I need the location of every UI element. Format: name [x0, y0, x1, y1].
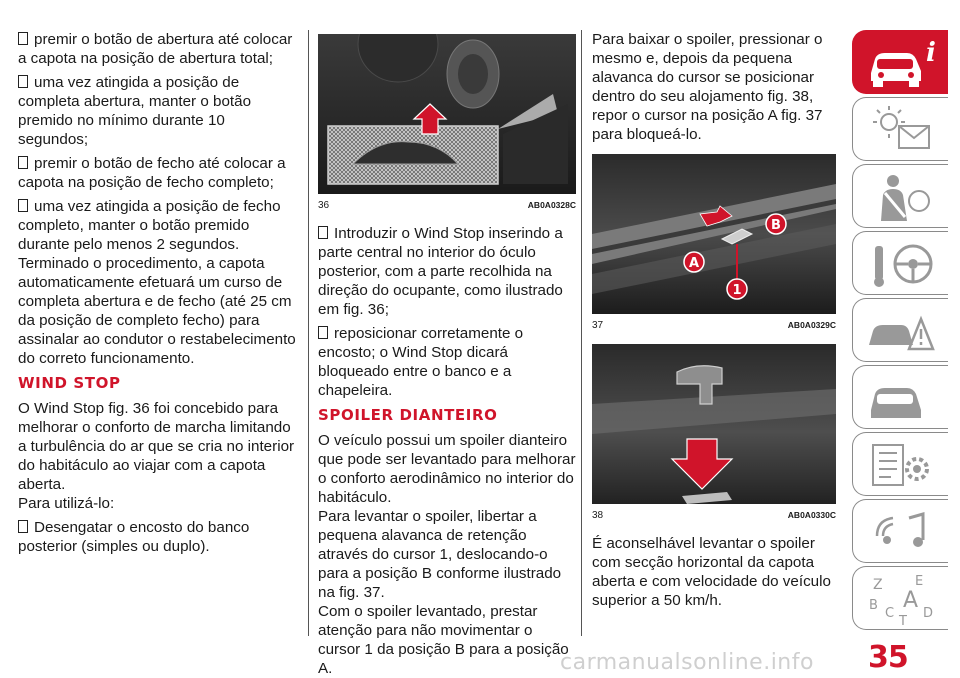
- specs-gear-icon: [863, 439, 943, 491]
- paragraph-spoiler-caution: Com o spoiler levantado, prestar atenção para não movimentar o cursor 1 da posição B para a posição A.: [318, 603, 569, 677]
- index-letter: E: [915, 574, 924, 589]
- figure-36-caption: [318, 196, 576, 215]
- tab-warning-lights[interactable]: [852, 97, 948, 161]
- wind-stop-illustration: [318, 34, 576, 194]
- figure-37-spoiler-slider: [592, 154, 836, 314]
- svg-text:i: i: [926, 38, 936, 68]
- figure-36-code: AB0A0328C: [527, 200, 576, 210]
- figure-37-number: 37: [592, 320, 604, 331]
- bullet-open-button: premir o botão de abertura até colocar a capota na posição de abertura total;: [18, 30, 298, 68]
- index-letter: C: [885, 606, 895, 621]
- label-a: A: [688, 256, 700, 271]
- tab-safety[interactable]: [852, 164, 948, 228]
- label-b: B: [771, 218, 781, 233]
- bullet-hold-close: uma vez atingida a posição de fecho completo, manter o botão premido durante pelo menos 2 segundos.: [18, 197, 298, 254]
- car-info-icon: [863, 37, 943, 89]
- figure-36-wind-stop: [318, 34, 576, 194]
- bullet-insert-wind-stop: Introduzir o Wind Stop inserindo a parte central no interior do óculo posterior, com a parte recolhida na direção do ocupante, como ilustrado em fig. 36;: [318, 224, 576, 319]
- figure-37-code: AB0A0329C: [787, 320, 836, 330]
- page-number: 35: [868, 640, 908, 675]
- seatbelt-airbag-icon: [863, 171, 943, 223]
- index-letter: A: [903, 588, 919, 613]
- column-right: [592, 30, 842, 615]
- column-divider: [581, 30, 582, 636]
- spoiler-slider-illustration: [592, 154, 836, 314]
- spoiler-lever-illustration: [592, 344, 836, 504]
- tab-emergency[interactable]: [852, 298, 948, 362]
- bullet-hold-open: uma vez atingida a posição de completa abertura, manter o botão premido no mínimo durante 10 segundos;: [18, 73, 298, 149]
- figure-38-caption: [592, 506, 836, 525]
- heading-spoiler: SPOILER DIANTEIRO: [318, 406, 498, 424]
- paragraph-to-use: Para utilizá-lo:: [18, 495, 115, 512]
- multimedia-icon: [863, 506, 943, 558]
- index-letters-icon: [863, 571, 943, 627]
- figure-37-caption: [592, 316, 836, 335]
- paragraph-lower-spoiler: Para baixar o spoiler, pressionar o mesmo e, depois da pequena alavanca do cursor se posicionar dentro do seu alojamento fig. 38, repor o cursor na posição A fig. 37 para bloqueá-lo.: [592, 31, 823, 143]
- index-letter: Z: [873, 577, 883, 593]
- index-letter: T: [899, 614, 907, 627]
- tab-technical-data[interactable]: [852, 432, 948, 496]
- tab-starting-driving[interactable]: [852, 231, 948, 295]
- watermark: carmanualsonline.info: [560, 650, 814, 675]
- figure-38-spoiler-lever: [592, 344, 836, 504]
- figure-36-number: 36: [318, 200, 330, 211]
- bullet-close-button: premir o botão de fecho até colocar a capota na posição de fecho completo;: [18, 154, 298, 192]
- tab-multimedia[interactable]: [852, 499, 948, 563]
- figure-38-code: AB0A0330C: [787, 510, 836, 520]
- bullet-release-seatback: Desengatar o encosto do banco posterior (simples ou duplo).: [18, 518, 298, 556]
- car-crash-icon: [863, 305, 943, 357]
- key-steering-wheel-icon: [863, 238, 943, 290]
- column-divider: [308, 30, 309, 636]
- car-service-icon: [863, 372, 943, 424]
- tab-maintenance[interactable]: [852, 365, 948, 429]
- chapter-sidebar: [852, 30, 948, 633]
- paragraph-wind-stop-intro: O Wind Stop fig. 36 foi concebido para melhorar o conforto de marcha limitando a turbulência do ar que se cria no interior do habitáculo ao viajar com a capota aberta.: [18, 400, 295, 493]
- index-letter: B: [869, 598, 878, 613]
- index-letter: D: [923, 606, 934, 621]
- heading-wind-stop: WIND STOP: [18, 374, 121, 392]
- tab-car-info[interactable]: [852, 30, 948, 94]
- column-left: [18, 30, 298, 561]
- figure-38-number: 38: [592, 510, 604, 521]
- paragraph-procedure-end: Terminado o procedimento, a capota automaticamente efetuará um curso de completa abertura e de fecho (até 25 cm da posição de completo fecho) para assinalar ao condutor o restabelecimento do correto funcionamento.: [18, 255, 296, 367]
- paragraph-raise-spoiler: Para levantar o spoiler, libertar a pequena alavanca de retenção através do cursor 1, deslocando-o para a posição B conforme ilustrado na fig. 37.: [318, 508, 562, 601]
- warning-lights-icon: [863, 104, 943, 156]
- column-middle: [318, 34, 576, 678]
- bullet-reposition-seatback: reposicionar corretamente o encosto; o Wind Stop dicará bloqueado entre o banco e a chapeleira.: [318, 324, 576, 400]
- label-1: 1: [732, 283, 742, 298]
- paragraph-spoiler-advice: É aconselhável levantar o spoiler com secção horizontal da capota aberta e com velocidade do veículo superior a 50 km/h.: [592, 535, 831, 609]
- tab-index[interactable]: [852, 566, 948, 630]
- paragraph-spoiler-intro: O veículo possui um spoiler dianteiro que pode ser levantado para melhorar o conforto aerodinâmico no interior do habitáculo.: [318, 432, 576, 506]
